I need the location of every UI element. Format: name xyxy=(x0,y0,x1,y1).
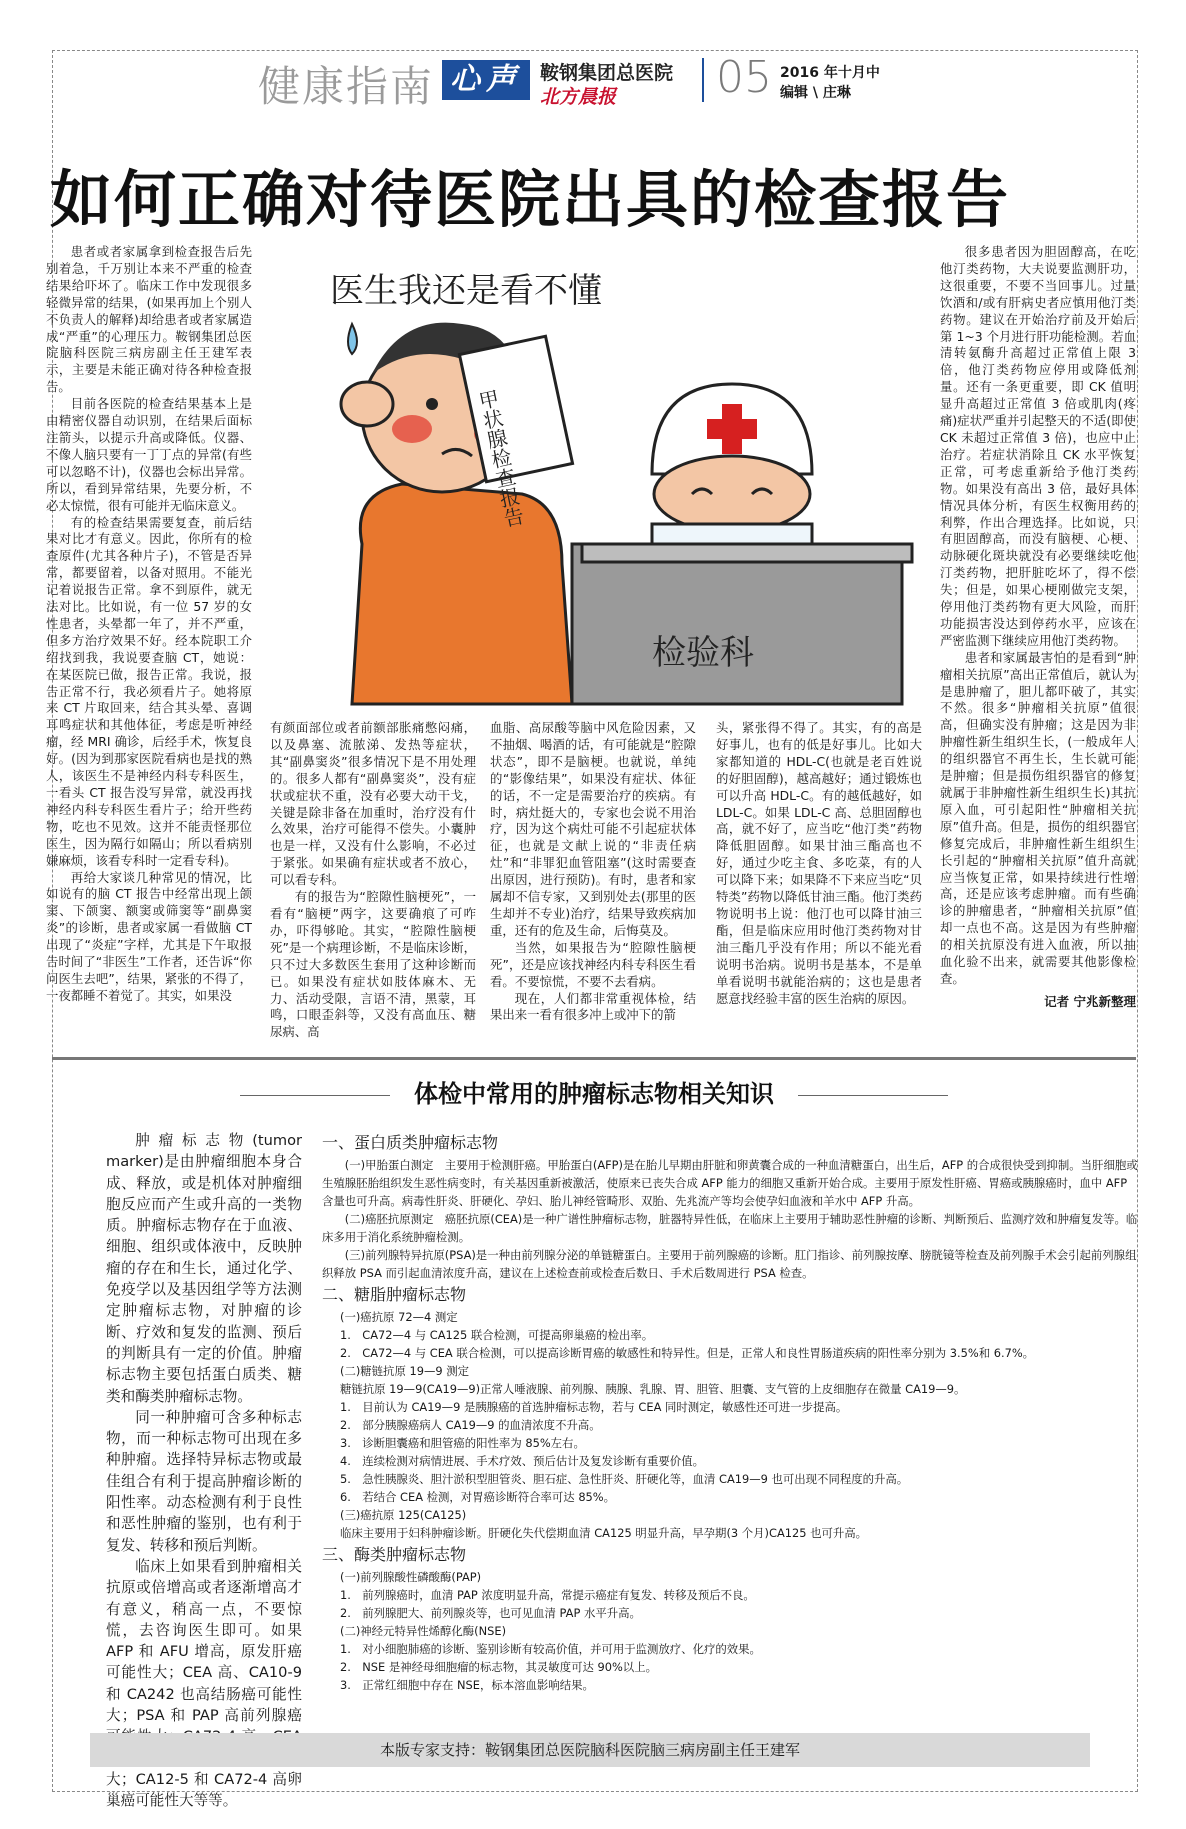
list-item: 1. CA72—4 与 CA125 联合检测，可提高卵巢癌的检出率。 xyxy=(340,1328,654,1342)
list-item: 5. 急性胰腺炎、胆汁淤积型胆管炎、胆石症、急性肝炎、肝硬化等，血清 CA19—9 也可出现不同程度的升高。 xyxy=(340,1472,909,1486)
masthead xyxy=(258,52,1138,111)
list-item: (一)前列腺酸性磷酸酶(PAP) xyxy=(340,1570,482,1584)
section-title: 健康指南 xyxy=(258,62,435,111)
subheading-glycolipid: 二、糖脂肿瘤标志物 xyxy=(322,1285,467,1304)
list-item: 2. 前列腺肥大、前列腺炎等，也可见血清 PAP 水平升高。 xyxy=(340,1606,641,1620)
tumor-intro-column xyxy=(106,1130,302,1812)
headline: 如何正确对待医院出具的检查报告 xyxy=(50,163,1011,236)
paragraph: 有颜面部位或者前额部胀痛憋闷痛，以及鼻塞、流脓涕、发热等症状，其“副鼻窦炎”很多情况下是不用处理的。很多人都有“副鼻窦炎”，没有症状或症状不重，没有必要大动干戈，关键是除非备在加重时，治疗没有什么效果，治疗可能得不偿失。小囊肿也是一样，又没有什么影响，不必过于紧张。如果确有症状或者不放心，可以看专科。 xyxy=(270,720,476,888)
desk-sign: 检验科 xyxy=(652,633,754,673)
list-item: 2. NSE 是神经母细胞瘤的标志物，其灵敏度可达 90%以上。 xyxy=(340,1660,657,1674)
paragraph: (一)甲胎蛋白测定 主要用于检测肝癌。甲胎蛋白(AFP)是在胎儿早期由肝脏和卵黄囊合成的一种血清糖蛋白，出生后，AFP 的合成很快受到抑制。当肝细胞或生殖腺胚胎组织发生恶性病变时，有关基因重新被激活，使原来已丧失合成 AFP 能力的细胞又重新开始合成。主要用于原发性肝癌、胃癌或胰腺癌时，血中 AFP 含量也可升高。病毒性肝炎、肝硬化、孕妇、胎儿神经管畸形、双胎、先兆流产等均会使孕妇血液和羊水中 AFP 升高。 xyxy=(322,1158,1138,1208)
paragraph: 有的报告为“腔隙性脑梗死”，一看有“脑梗”两字，这要确痕了可咋办，吓得够呛。其实，“腔隙性脑梗死”是一个病理诊断，不是临床诊断，只不过大多数医生套用了这种诊断而已。如果没有症状如肢体麻木、无力、活动受限，言语不清，黑蒙，耳鸣，口眼歪斜等，又没有高血压、糖尿病、高 xyxy=(270,889,476,1040)
paragraph: 患者或者家属拿到检查报告后先别着急，千万别让本来不严重的检查结果给吓坏了。临床工作中发现很多轻微异常的结果，(如果再加上个别人不负责人的解释)却给患者或者家属造成“严重”的心理压力。鞍钢集团总医院脑科医院三病房副主任王建军表示，主要是未能正确对待各种检查报告。 xyxy=(46,244,252,395)
byline: 记者 宁兆新整理 xyxy=(1044,994,1136,1009)
list-item: 4. 连续检测对病情进展、手术疗效、预后估计及复发诊断有重要价值。 xyxy=(340,1454,704,1468)
page-number: 05 xyxy=(716,52,772,103)
paragraph: 目前各医院的检查结果基本上是由精密仪器自动识别，在结果后面标注箭头，以提示升高或降低。仪器、不像人脑只要有一丁丁点的异常(有些可以忽略不计)，仪器也会标出异常。所以，看到异常结果，先要分析，不必太惊慌，很有可能并无临床意义。 xyxy=(46,396,252,513)
tumor-detail-column xyxy=(322,1130,1142,1694)
brand-hospital: 鞍钢集团总医院 xyxy=(540,62,674,84)
list-item: (二)糖链抗原 19—9 测定 xyxy=(340,1364,469,1378)
list-item: (三)癌抗原 125(CA125) xyxy=(340,1508,467,1522)
list-item: 2. 部分胰腺癌病人 CA19—9 的血清浓度不升高。 xyxy=(340,1418,601,1432)
article-column-1 xyxy=(46,244,252,1024)
paragraph: 同一种肿瘤可含多种标志物，而一种标志物可出现在多种肿瘤。选择特异标志物或最佳组合有利于提高肿瘤诊断的阳性率。动态检测有利于良性和恶性肿瘤的鉴别，也有利于复发、转移和预后判断。 xyxy=(106,1408,302,1554)
paragraph: 肿瘤标志物(tumor marker)是由肿瘤细胞本身合成、释放，或是机体对肿瘤细胞反应而产生或升高的一类物质。肿瘤标志物存在于血液、细胞、组织或体液中，反映肿瘤的存在和生长，通过化学、免疫学以及基因组学等方法测定肿瘤标志物，对肿瘤的诊断、疗效和复发的监测、预后的判断具有一定的价值。肿瘤标志物主要包括蛋白质类、糖类和酶类肿瘤标志物。 xyxy=(106,1132,302,1405)
expert-credit-footer: 本版专家支持：鞍钢集团总医院脑科医院脑三病房副主任王建军 xyxy=(90,1733,1090,1767)
article-column-2 xyxy=(270,720,476,1040)
paragraph: 很多患者因为胆固醇高，在吃他汀类药物，大夫说要监测肝功，这很重要，不要不当回事儿。过量饮酒和/或有肝病史者应慎用他汀类药物。建议在开始治疗前及开始后第 1~3 个月进行肝功能检测。若血清转氨酶升高超过正常值上限 3 倍，他汀类药物应停用或降低剂量。还有一条更重要，即 CK 值明显升高超过正常值 3 倍或肌肉(疼痛)症状严重并引起整天的不适(即使 CK 未超过正常值 3 倍)，也应中止治疗。若症状消除且 CK 水平恢复正常，可考虑重新给予他汀类药物。如果没有高出 3 倍，最好具体情况具体分析，有医生权衡用药的利弊，作出合理选择。比如说，只有胆固醇高，而没有脑梗、心梗、动脉硬化斑块就没有必要继续吃他汀类药物，把肝脏吃坏了，得不偿失；但是，如果心梗刚做完支架，停用他汀类药物有更大风险，而肝功能损害没达到停药水平，应该在严密监测下继续应用他汀类药物。 xyxy=(940,244,1136,648)
list-item: 糖链抗原 19—9(CA19—9)正常人唾液腺、前列腺、胰腺、乳腺、胃、胆管、胆囊、支气管的上皮细胞存在微量 CA19—9。 xyxy=(340,1382,966,1396)
issue-date: 2016 年十月中 xyxy=(780,65,880,81)
list-item: (二)神经元特异性烯醇化酶(NSE) xyxy=(340,1624,507,1638)
article-column-5 xyxy=(940,244,1136,1014)
list-item: 临床主要用于妇科肿瘤诊断。肝硬化失代偿期血清 CA125 明显升高，早孕期(3 个月)CA125 也可升高。 xyxy=(340,1526,868,1540)
list-item: (一)癌抗原 72—4 测定 xyxy=(340,1310,458,1324)
subheading-protein: 一、蛋白质类肿瘤标志物 xyxy=(322,1133,499,1152)
editor-credit: 编辑 \ 庄琳 xyxy=(780,85,851,101)
article-column-4 xyxy=(716,720,922,1030)
article-column-3 xyxy=(490,720,696,1030)
patient-shirt xyxy=(352,484,572,704)
speech-text: 医生我还是看不懂 xyxy=(330,271,602,311)
paragraph: 患者和家属最害怕的是看到“肿瘤相关抗原”高出正常值后，就认为是患肿瘤了，胆儿都吓破了，其实不然。很多“肿瘤相关抗原”值很高，但确实没有肿瘤；这是因为非肿瘤性新生组织生长，(一般成年人的组织器官不再生长，生长就可能是肿瘤；但是损伤组织器官的修复就属于非肿瘤性新生组织生长)其抗原入血，可引起阳性“肿瘤相关抗原”值升高。但是，损伤的组织器官修复完成后，非肿瘤性新生组织生长引起的“肿瘤相关抗原”值升高就应当恢复正常，如果持续进行性增高，还是应该考虑肿瘤。而有些确诊的肿瘤患者，“肿瘤相关抗原”值却一点也不高。这是因为有些肿瘤的相关抗原没有进入血液，所以抽血化验不出来，就需要其他影像检查。 xyxy=(940,649,1136,986)
desk xyxy=(572,544,902,704)
paragraph: 再给大家谈几种常见的情况，比如说有的脑 CT 报告中经常出现上颌窦、下颌窦、额窦或筛窦等“副鼻窦炎”的诊断，患者或家属一看做脑 CT 出现了“炎症”字样，尤其是下午取报告时间了“非医生”工作者，还告诉“你问医生去吧”，结果，紧张的不得了，一夜都睡不着觉了。其实，如果没 xyxy=(46,869,252,1003)
paragraph: 有的检查结果需要复查，前后结果对比才有意义。因此，你所有的检查原件(尤其各种片子)，不管是否异常，都要留着，以备对照用。不能光记着说报告正常。拿不到原件，就无法对比。比如说，有一位 57 岁的女性患者，头晕都一年了，并不严重，但多方治疗效果不好。经本院职工介绍找到我，我说要查脑 CT，她说：在某医院已做，报告正常。我说，报告正常不行，我必须看片子。她将原来 CT 片取回来，结合其头晕、喜调耳鸣症状和其他体征，考虑是听神经瘤，经 MRI 确诊，后经手术，恢复良好。(因为到那家医院看病也是找的熟人，该医生不是神经内科专科医生，一看头 CT 报告没写异常，就没再找神经内科专科医生看片子；给开些药物，吃也不见效。这并不能责怪那位医生，因为隔行如隔山；所以看病别嫌麻烦，该看专科时一定看专科)。 xyxy=(46,514,252,868)
masthead-divider xyxy=(702,58,704,102)
paragraph: 当然，如果报告为“腔隙性脑梗死”，还是应该找神经内科专科医生看看。不要惊慌，不要不去看病。 xyxy=(490,939,696,989)
paragraph: (二)癌胚抗原测定 癌胚抗原(CEA)是一种广谱性肿瘤标志物，脏器特异性低，在临床上主要用于辅助恶性肿瘤的诊断、判断预后、监测疗效和肿瘤复发等。临床多用于消化系统肿瘤检测。 xyxy=(322,1212,1138,1244)
cartoon-illustration xyxy=(292,244,932,704)
list-item: 2. CA72—4 与 CEA 联合检测，可以提高诊断胃癌的敏感性和特异性。但是，正常人和良性胃肠道疾病的阳性率分别为 3.5%和 6.7%。 xyxy=(340,1346,1035,1360)
paragraph: (三)前列腺特异抗原(PSA)是一种由前列腺分泌的单链糖蛋白。主要用于前列腺癌的诊断。肛门指诊、前列腺按摩、膀胱镜等检查及前列腺手术会引起前列腺组织释放 PSA 而引起血清浓度升高，建议在上述检查前或检查后数日、手术后数周进行 PSA 检查。 xyxy=(322,1248,1137,1280)
list-item: 1. 前列腺癌时，血清 PAP 浓度明显升高，常提示癌症有复发、转移及预后不良。 xyxy=(340,1588,755,1602)
paragraph: 头，紧张得不得了。其实，有的高是好事儿，也有的低是好事儿。比如大家都知道的 HDL-C(也就是老百姓说的好胆固醇)，越高越好；通过锻炼也可以升高 HDL-C。有的越低越好，如 LDL-C。如果 LDL-C 高、总胆固醇也高，就不好了，应当吃“他汀类”药物降低胆固醇。如果甘油三酯高也不好，通过少吃主食、多吃菜，有的人可以降下来；如果降不下来应当吃“贝特类”药物以降低甘油三酯。他汀类药物说明书上说：他汀也可以降甘油三酯，但是临床应用时他汀类药物对甘油三酯几乎没有作用；所以不能光看说明书治病。说明书是基本，不是单单看说明书就能治病的；这也是患者愿意找经验丰富的医生治病的原因。 xyxy=(716,720,922,1006)
list-item: 3. 诊断胆囊癌和胆管癌的阳性率为 85%左右。 xyxy=(340,1436,585,1450)
brand-newspaper: 北方晨报 xyxy=(540,86,617,108)
doctor-face xyxy=(654,456,810,532)
list-item: 6. 若结合 CEA 检测，对胃癌诊断符合率可达 85%。 xyxy=(340,1490,616,1504)
paragraph: 现在，人们都非常重视体检，结果出来一看有很多冲上或冲下的箭 xyxy=(490,990,696,1023)
svg-text:甲状腺检查报告: 甲状腺检查报告 xyxy=(473,387,527,530)
section-heading: 体检中常用的肿瘤标志物相关知识 xyxy=(52,1074,1136,1109)
paragraph: 血脂、高尿酸等脑中风危险因素，又不抽烟、喝酒的话，有可能就是“腔隙状态”，即不是脑梗。也就说，单纯的“影像结果”，如果没有症状、体征的话，不一定是需要治疗的疾病。有时，病灶挺大的，专家也会说不用治疗，因为这个病灶可能不引起症状体征，也就是文献上说的“非责任病灶”和“非罪犯血管阻塞”(这时需要查出原因，进行预防)。有时，患者和家属却不信专家，又到别处去(那里的医生却并不专业)治疗，结果导致疾病加重，还有的危及生命，后悔莫及。 xyxy=(490,720,696,938)
list-item: 1. 目前认为 CA19—9 是胰腺癌的首选肿瘤标志物，若与 CEA 同时测定，敏感性还可进一步提高。 xyxy=(340,1400,848,1414)
newspaper-logo: 心声 xyxy=(442,60,530,100)
list-item: 3. 正常红细胞中存在 NSE，标本溶血影响结果。 xyxy=(340,1678,594,1692)
paragraph: 临床上如果看到肿瘤相关抗原或倍增高或者逐渐增高才有意义，稍高一点，不要惊慌，去咨询医生即可。如果 AFP 和 AFU 增高，原发肝癌可能性大；CEA 高、CA10-9 和 CA242 也高结肠癌可能性大；PSA 和 PAP 高前列腺癌 大；CA12-5 和 CA72-4 高卵巢癌可能性大等等。 xyxy=(106,1557,302,1810)
list-item: 1. 对小细胞肺癌的诊断、鉴别诊断有较高价值，并可用于监测放疗、化疗的效果。 xyxy=(340,1642,761,1656)
subheading-enzyme: 三、酶类肿瘤标志物 xyxy=(322,1545,467,1564)
tumor-marker-section xyxy=(52,1057,1138,1810)
